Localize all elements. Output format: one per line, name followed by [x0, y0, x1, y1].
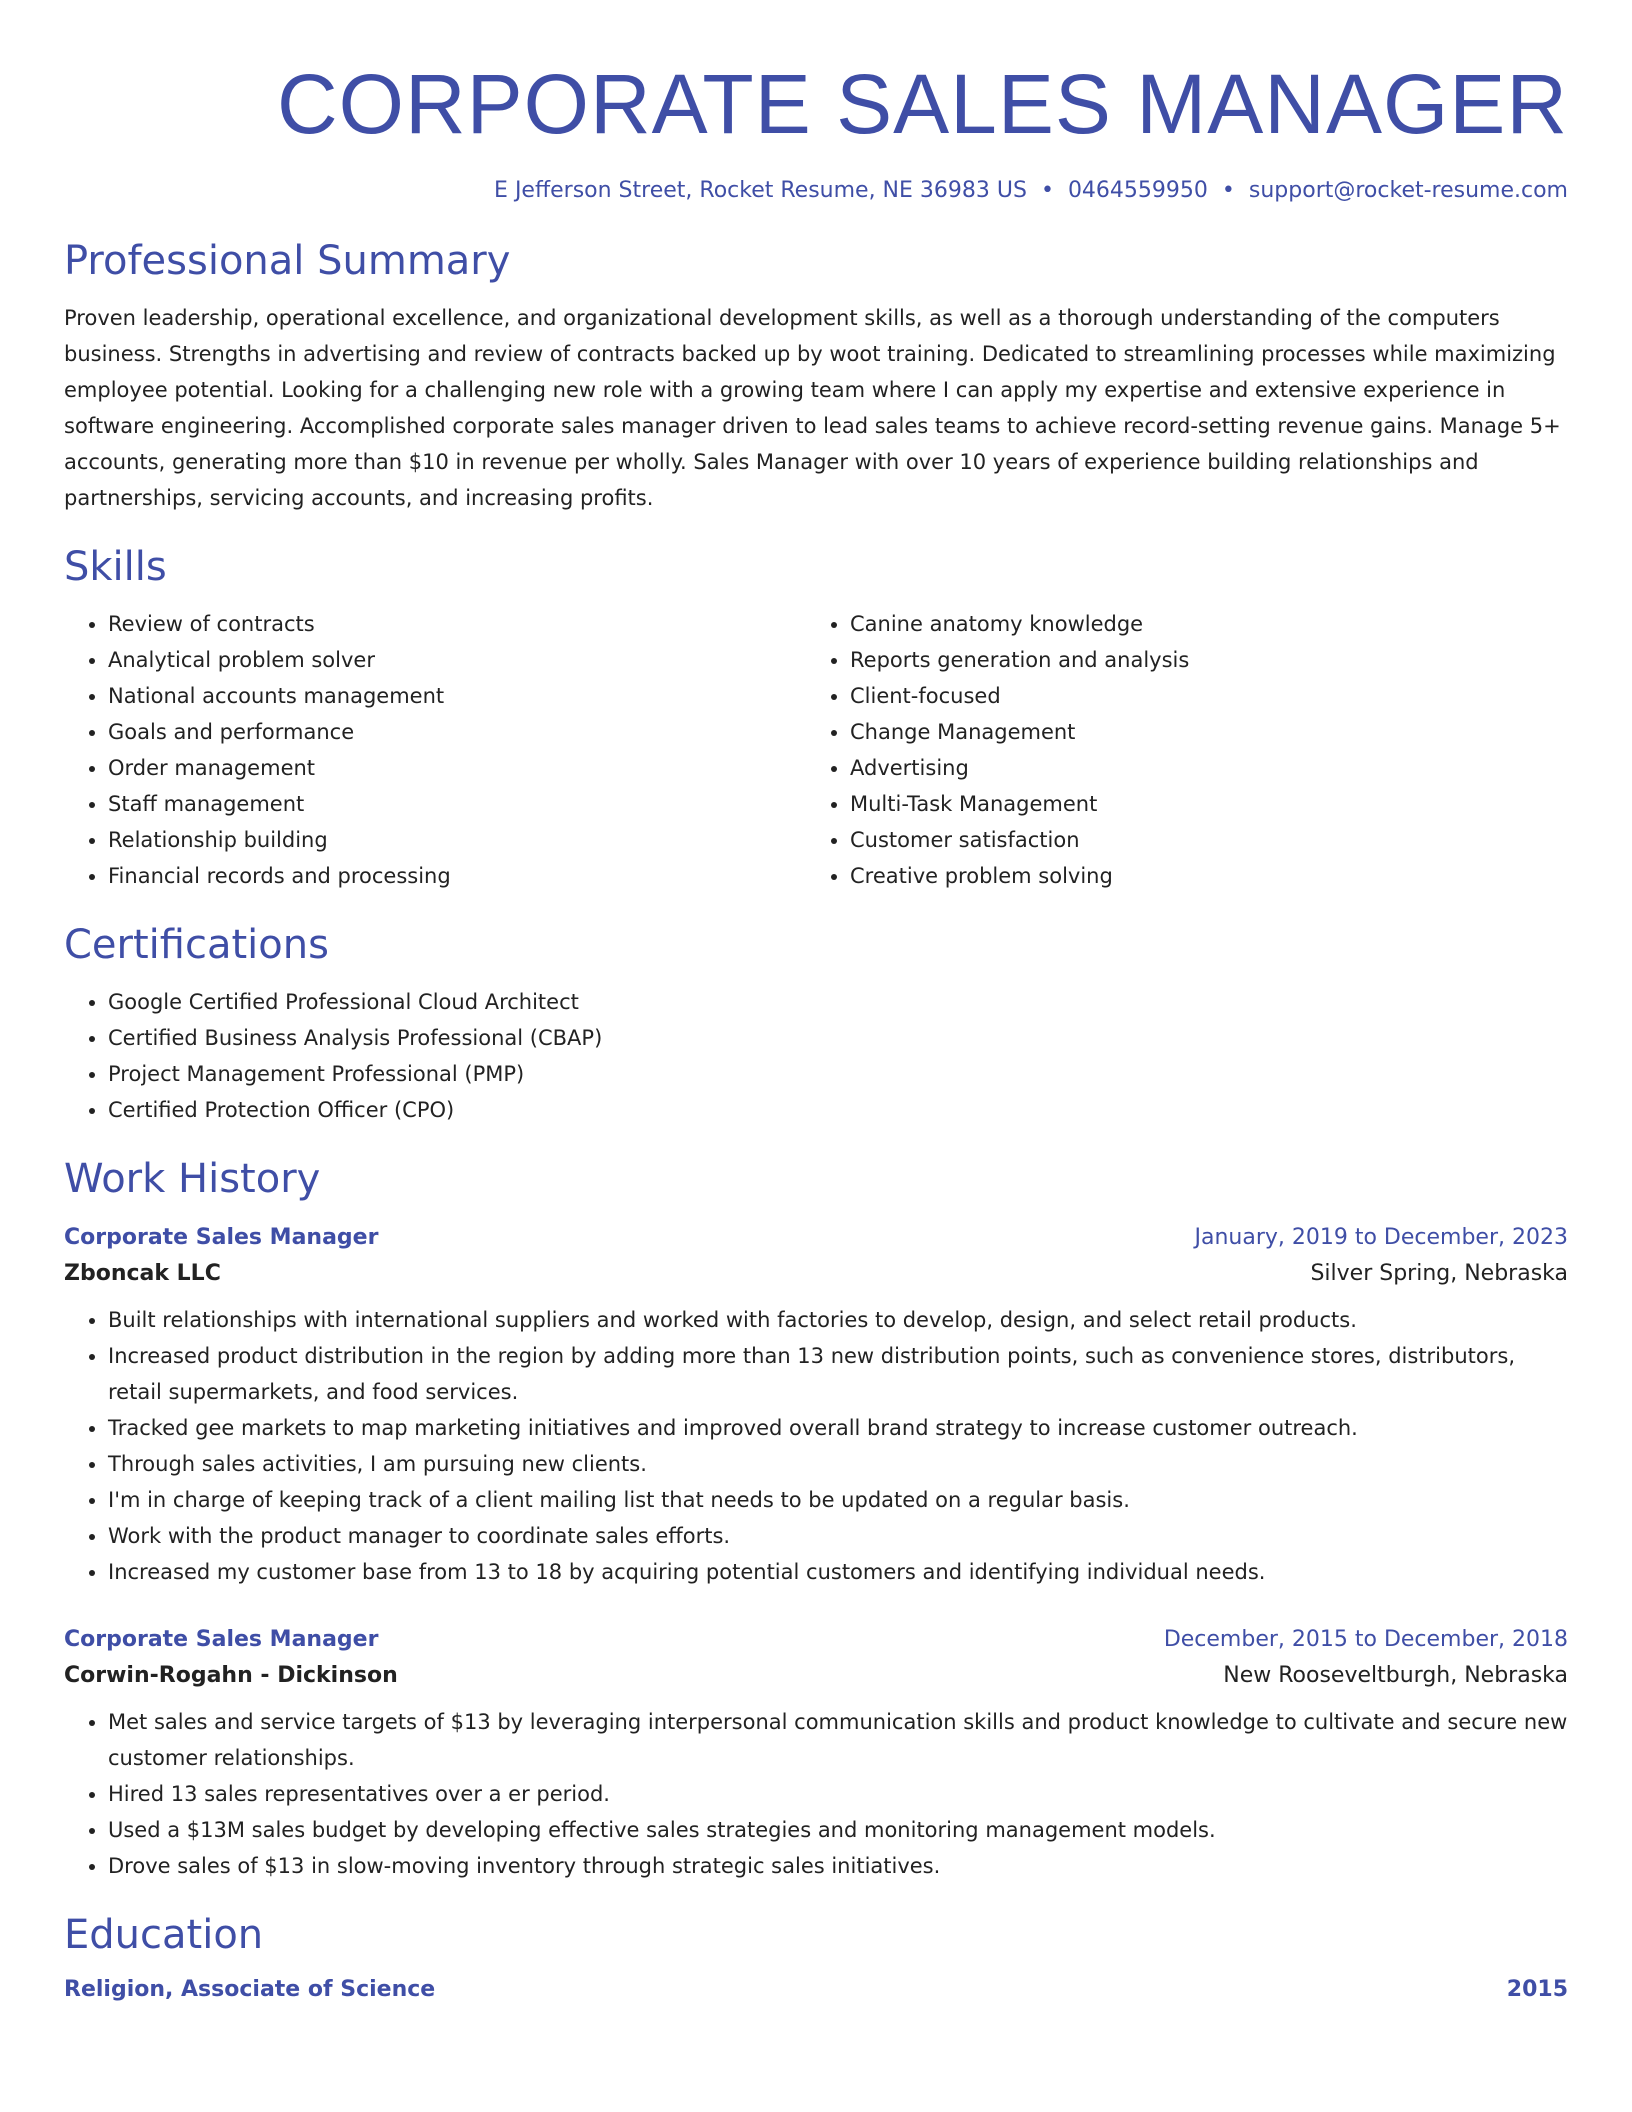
- job-location: Silver Spring, Nebraska: [1310, 1261, 1568, 1286]
- job-company: Corwin-Rogahn - Dickinson: [64, 1663, 398, 1688]
- job-bullet: • Used a $13M sales budget by developing effective sales strategies and monitoring management models.: [108, 1812, 1568, 1848]
- job-bullet: • I'm in charge of keeping track of a client mailing list that needs to be updated on a regular basis.: [108, 1482, 1568, 1518]
- job-title: Corporate Sales Manager: [64, 1225, 379, 1250]
- education-degree: Religion, Associate of Science: [64, 1977, 436, 2002]
- job-company-row: [64, 1656, 1568, 1696]
- job-dates: December, 2015 to December, 2018: [1163, 1627, 1568, 1652]
- job-title: Corporate Sales Manager: [64, 1627, 379, 1652]
- job-location: New Rooseveltburgh, Nebraska: [1223, 1663, 1568, 1688]
- job-bullet: • Met sales and service targets of $13 by leveraging interpersonal communication skills and product knowledge to cultivate and secure new customer relationships.: [108, 1704, 1568, 1776]
- skill-item: • Order management: [108, 750, 806, 786]
- resume-title: CORPORATE SALES MANAGER: [276, 57, 1568, 151]
- certification-item: • Google Certified Professional Cloud Architect: [108, 984, 1568, 1020]
- skill-item: • Creative problem solving: [850, 858, 1548, 894]
- job-dates: January, 2019 to December, 2023: [1194, 1225, 1568, 1250]
- summary-text: Proven leadership, operational excellence, and organizational development skills, as well as a thorough understanding of the computers business. Strengths in advertising and review of contracts backed up by woot training. Dedicated to streamlining processes while maximizing employee potential. Looking for a challenging new role with a growing team where I can apply my expertise and extensive experience in software engineering. Accomplished corporate sales manager driven to lead sales teams to achieve record-setting revenue gains. Manage 5+ accounts, generating more than $10 in revenue per wholly. Sales Manager with over 10 years of experience building relationships and partnerships, servicing accounts, and increasing profits.: [64, 306, 1561, 510]
- job-company: Zboncak LLC: [64, 1261, 221, 1286]
- skills-heading: Skills: [64, 544, 167, 590]
- job-bullets: [64, 1302, 1568, 1590]
- contact-address: E Jefferson Street, Rocket Resume, NE 36983 US: [494, 178, 1027, 203]
- skill-item: • Canine anatomy knowledge: [850, 606, 1548, 642]
- certification-item: • Certified Protection Officer (CPO): [108, 1092, 1568, 1128]
- job-bullet: • Increased product distribution in the region by adding more than 13 new distribution points, such as convenience stores, distributors, retail supermarkets, and food services.: [108, 1338, 1568, 1410]
- certifications-heading: Certifications: [64, 922, 329, 968]
- job-bullet: • Drove sales of $13 in slow-moving inventory through strategic sales initiatives.: [108, 1848, 1568, 1884]
- certification-item: • Certified Business Analysis Professional (CBAP): [108, 1020, 1568, 1056]
- skill-item: • Relationship building: [108, 822, 806, 858]
- job-bullet: • Tracked gee markets to map marketing initiatives and improved overall brand strategy to increase customer outreach.: [108, 1410, 1568, 1446]
- skills-list-right: [806, 606, 1548, 894]
- skill-item: • Advertising: [850, 750, 1548, 786]
- job-bullet: • Hired 13 sales representatives over a er period.: [108, 1776, 1568, 1812]
- job-bullet: • Through sales activities, I am pursuing new clients.: [108, 1446, 1568, 1482]
- skill-item: • Reports generation and analysis: [850, 642, 1548, 678]
- contact-separator: •: [1221, 178, 1235, 203]
- skill-item: • Multi-Task Management: [850, 786, 1548, 822]
- skills-list-left: [64, 606, 806, 894]
- skill-item: • Analytical problem solver: [108, 642, 806, 678]
- job-entry: [64, 1624, 1568, 1884]
- contact-line: [64, 176, 1568, 206]
- education-heading: Education: [64, 1912, 264, 1958]
- contact-email: support@rocket-resume.com: [1248, 178, 1568, 203]
- education-entry: [64, 1974, 1568, 2006]
- skill-item: • Customer satisfaction: [850, 822, 1548, 858]
- job-bullets: [64, 1704, 1568, 1884]
- certifications-list: [64, 984, 1568, 1128]
- work-history-heading: Work History: [64, 1156, 321, 1202]
- contact-separator: •: [1040, 178, 1054, 203]
- certification-item: • Project Management Professional (PMP): [108, 1056, 1568, 1092]
- skill-item: • National accounts management: [108, 678, 806, 714]
- resume-page: [64, 0, 1568, 2006]
- education-year: 2015: [1506, 1977, 1568, 2002]
- job-bullet: • Built relationships with international suppliers and worked with factories to develop, design, and select retail products.: [108, 1302, 1568, 1338]
- skill-item: • Change Management: [850, 714, 1548, 750]
- job-title-row: [64, 1222, 1568, 1254]
- job-title-row: [64, 1624, 1568, 1656]
- job-bullet: • Work with the product manager to coordinate sales efforts.: [108, 1518, 1568, 1554]
- skill-item: • Goals and performance: [108, 714, 806, 750]
- skill-item: • Client-focused: [850, 678, 1548, 714]
- skill-item: • Staff management: [108, 786, 806, 822]
- skills-grid: [64, 606, 1568, 894]
- job-bullet: • Increased my customer base from 13 to 18 by acquiring potential customers and identifying individual needs.: [108, 1554, 1568, 1590]
- job-entry: [64, 1222, 1568, 1590]
- job-company-row: [64, 1254, 1568, 1294]
- skill-item: • Review of contracts: [108, 606, 806, 642]
- summary-heading: Professional Summary: [64, 238, 511, 284]
- skill-item: • Financial records and processing: [108, 858, 806, 894]
- contact-phone: 0464559950: [1067, 178, 1208, 203]
